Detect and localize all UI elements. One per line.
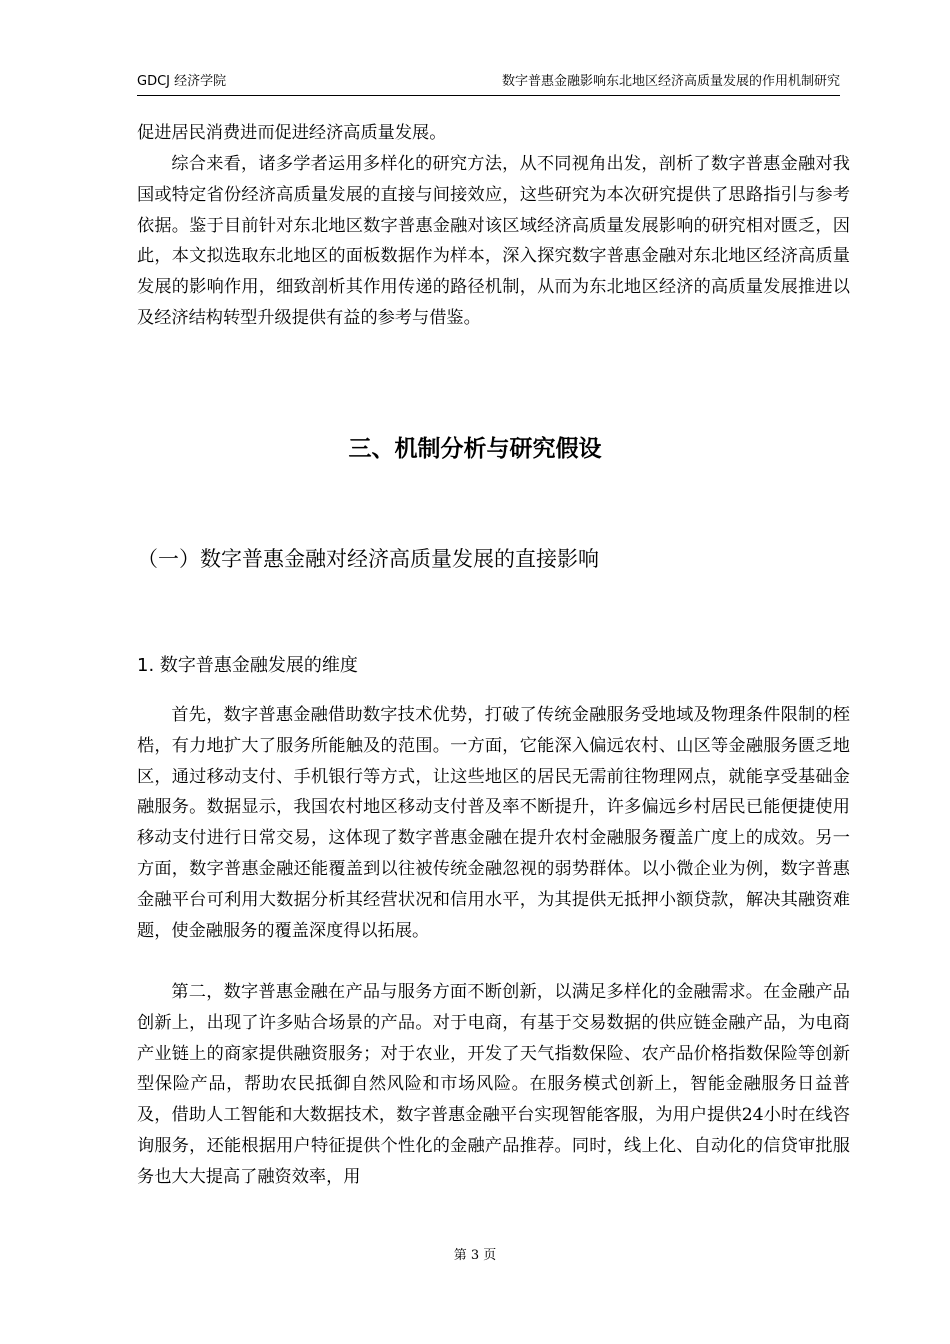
paragraph-summary: 综合来看，诸多学者运用多样化的研究方法，从不同视角出发，剖析了数字普惠金融对我国或特定省份经济高质量发展的直接与间接效应，这些研究为本次研究提供了思路指引与参考依据。鉴于目前针对东北地区数字普惠金融对该区域经济高质量发展影响的研究相对匮乏，因此，本文拟选取东北地区的面板数据作为样本，深入探究数字普惠金融对东北地区经济高质量发展的影响作用，细致剖析其作用传递的路径机制，从而为东北地区经济的高质量发展推进以及经济结构转型升级提供有益的参考与借鉴。 xyxy=(137,154,850,328)
header-divider xyxy=(137,95,840,96)
section-heading: （一）数字普惠金融对经济高质量发展的直接影响 xyxy=(137,547,599,571)
chapter-heading: 三、机制分析与研究假设 xyxy=(348,436,602,462)
header-paper-title: 数字普惠金融影响东北地区经济高质量发展的作用机制研究 xyxy=(501,74,840,89)
paragraph-first: 首先，数字普惠金融借助数字技术优势，打破了传统金融服务受地域及物理条件限制的桎梏，有力地扩大了服务所能触及的范围。一方面，它能深入偏远农村、山区等金融服务匮乏地区，通过移动支付、手机银行等方式，让这些地区的居民无需前往物理网点，就能享受基础金融服务。数据显示，我国农村地区移动支付普及率不断提升，许多偏远乡村居民已能便捷使用移动支付进行日常交易，这体现了数字普惠金融在提升农村金融服务覆盖广度上的成效。另一方面，数字普惠金融还能覆盖到以往被传统金融忽视的弱势群体。以小微企业为例，数字普惠金融平台可利用大数据分析其经营状况和信用水平，为其提供无抵押小额贷款，解决其融资难题，使金融服务的覆盖深度得以拓展。 xyxy=(137,705,850,941)
page-header xyxy=(137,64,840,89)
subsection-heading: 1. 数字普惠金融发展的维度 xyxy=(137,655,358,676)
paragraph-continued: 促进居民消费进而促进经济高质量发展。 xyxy=(137,123,447,143)
page-number: 第 3 页 xyxy=(453,1248,497,1263)
paragraph-second: 第二，数字普惠金融在产品与服务方面不断创新，以满足多样化的金融需求。在金融产品创新上，出现了许多贴合场景的产品。对于电商，有基于交易数据的供应链金融产品，为电商产业链上的商家提供融资服务；对于农业，开发了天气指数保险、农产品价格指数保险等创新型保险产品，帮助农民抵御自然风险和市场风险。在服务模式创新上，智能金融服务日益普及，借助人工智能和大数据技术，数字普惠金融平台实现智能客服，为用户提供24小时在线咨询服务，还能根据用户特征提供个性化的金融产品推荐。同时，线上化、自动化的信贷审批服务也大大提高了融资效率，用 xyxy=(137,982,850,1187)
header-institution: GDCJ 经济学院 xyxy=(137,74,227,89)
